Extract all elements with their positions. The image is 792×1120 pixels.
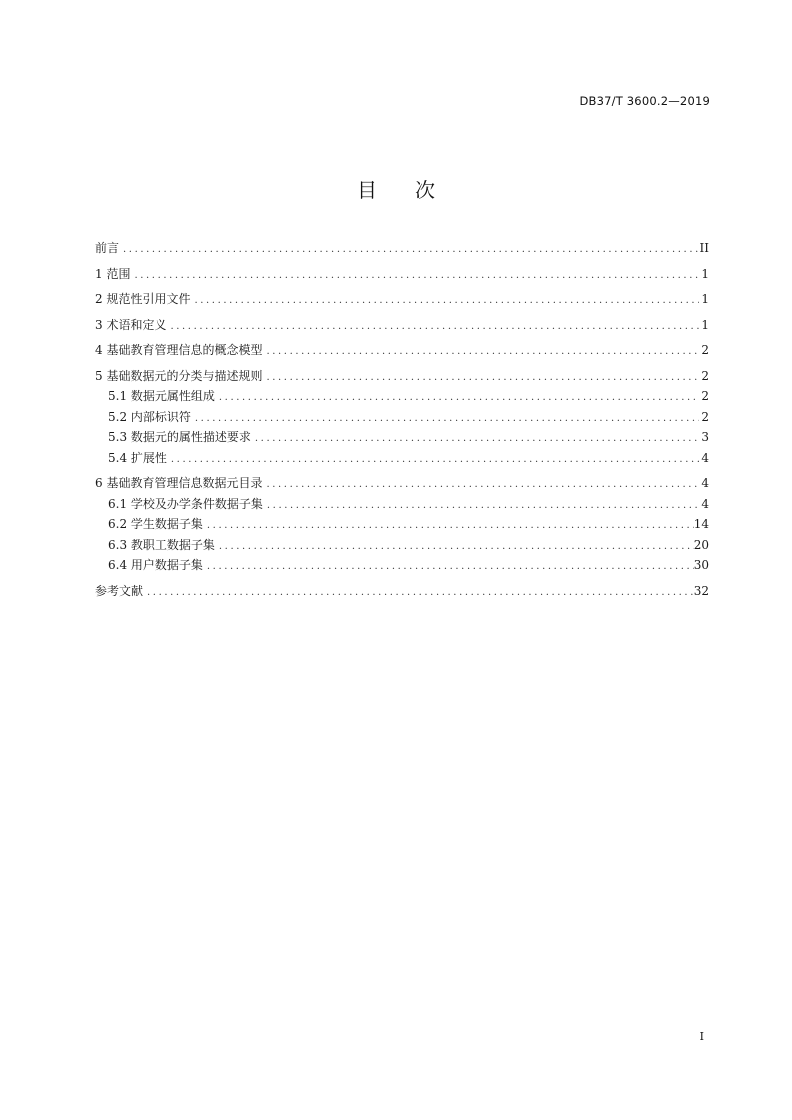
- toc-entry-label: 6.1 学校及办学条件数据子集: [108, 496, 263, 511]
- toc-entry-foreword[interactable]: [95, 238, 709, 259]
- toc-entry-label: 2 规范性引用文件: [95, 292, 191, 306]
- toc-title: [0, 174, 792, 203]
- toc-leader-dots: [266, 342, 699, 363]
- toc-entry-bibliography[interactable]: [95, 581, 709, 602]
- toc-title-char-1: 目: [357, 178, 377, 202]
- toc-leader-dots: [147, 583, 694, 604]
- toc-entry-label: 1 范围: [95, 266, 131, 281]
- toc-entry-page: 2: [701, 368, 709, 383]
- toc-entry-5-2[interactable]: [95, 407, 709, 428]
- toc-entry-page: II: [699, 241, 709, 255]
- toc-leader-dots: [171, 450, 699, 471]
- toc-entry-label: 参考文献: [95, 583, 144, 598]
- toc-entry-page: 30: [693, 558, 709, 572]
- toc-leader-dots: [207, 557, 694, 578]
- toc-entry-page: 20: [693, 537, 709, 552]
- toc-entry-label: 5.1 数据元属性组成: [108, 389, 215, 403]
- toc-entry-page: 2: [701, 409, 709, 424]
- toc-entry-5-4[interactable]: [95, 448, 709, 469]
- toc-leader-dots: [267, 496, 699, 517]
- toc-entry-label: 6.4 用户数据子集: [108, 558, 203, 572]
- toc-entry-6-4[interactable]: [95, 555, 709, 576]
- toc-entry-label: 5.3 数据元的属性描述要求: [108, 430, 251, 444]
- table-of-contents: [95, 238, 709, 601]
- toc-entry-page: 1: [701, 266, 709, 281]
- toc-leader-dots: [134, 266, 699, 287]
- toc-entry-6-1[interactable]: [95, 494, 709, 515]
- toc-entry-scope[interactable]: [95, 264, 709, 285]
- toc-entry-classification-rules[interactable]: [95, 366, 709, 387]
- toc-leader-dots: [219, 388, 699, 409]
- toc-leader-dots: [195, 409, 699, 430]
- toc-entry-page: 4: [701, 476, 709, 490]
- toc-entry-label: 6.3 教职工数据子集: [108, 537, 215, 552]
- toc-entry-page: 4: [701, 496, 709, 511]
- toc-entry-page: 3: [701, 430, 709, 444]
- toc-entry-5-1[interactable]: [95, 386, 709, 407]
- page-number: I: [699, 1030, 704, 1043]
- toc-entry-page: 2: [701, 389, 709, 403]
- toc-leader-dots: [266, 368, 699, 389]
- toc-entry-label: 5 基础数据元的分类与描述规则: [95, 368, 263, 383]
- toc-leader-dots: [266, 475, 699, 496]
- toc-entry-label: 3 术语和定义: [95, 317, 167, 332]
- toc-entry-label: 5.4 扩展性: [108, 450, 167, 465]
- toc-entry-page: 32: [693, 583, 709, 598]
- toc-leader-dots: [219, 537, 694, 558]
- toc-entry-page: 14: [693, 517, 709, 531]
- toc-title-char-2: 次: [415, 178, 435, 202]
- toc-entry-page: 2: [701, 343, 709, 357]
- toc-entry-label: 6.2 学生数据子集: [108, 517, 203, 531]
- toc-leader-dots: [170, 317, 699, 338]
- toc-entry-page: 1: [701, 317, 709, 332]
- toc-leader-dots: [255, 429, 699, 450]
- toc-entry-conceptual-model[interactable]: [95, 340, 709, 361]
- toc-entry-5-3[interactable]: [95, 427, 709, 448]
- toc-entry-6-3[interactable]: [95, 535, 709, 556]
- toc-entry-6-2[interactable]: [95, 514, 709, 535]
- toc-entry-page: 4: [701, 450, 709, 465]
- document-id: DB37/T 3600.2—2019: [579, 94, 710, 108]
- toc-entry-label: 前言: [95, 241, 120, 255]
- toc-entry-label: 4 基础教育管理信息的概念模型: [95, 343, 263, 357]
- toc-leader-dots: [207, 516, 694, 537]
- toc-entry-label: 5.2 内部标识符: [108, 409, 191, 424]
- toc-entry-terms-definitions[interactable]: [95, 315, 709, 336]
- toc-entry-page: 1: [701, 292, 709, 306]
- toc-entry-label: 6 基础教育管理信息数据元目录: [95, 476, 263, 490]
- toc-leader-dots: [123, 240, 699, 261]
- toc-leader-dots: [194, 291, 699, 312]
- toc-entry-normative-references[interactable]: [95, 289, 709, 310]
- toc-entry-data-element-catalog[interactable]: [95, 473, 709, 494]
